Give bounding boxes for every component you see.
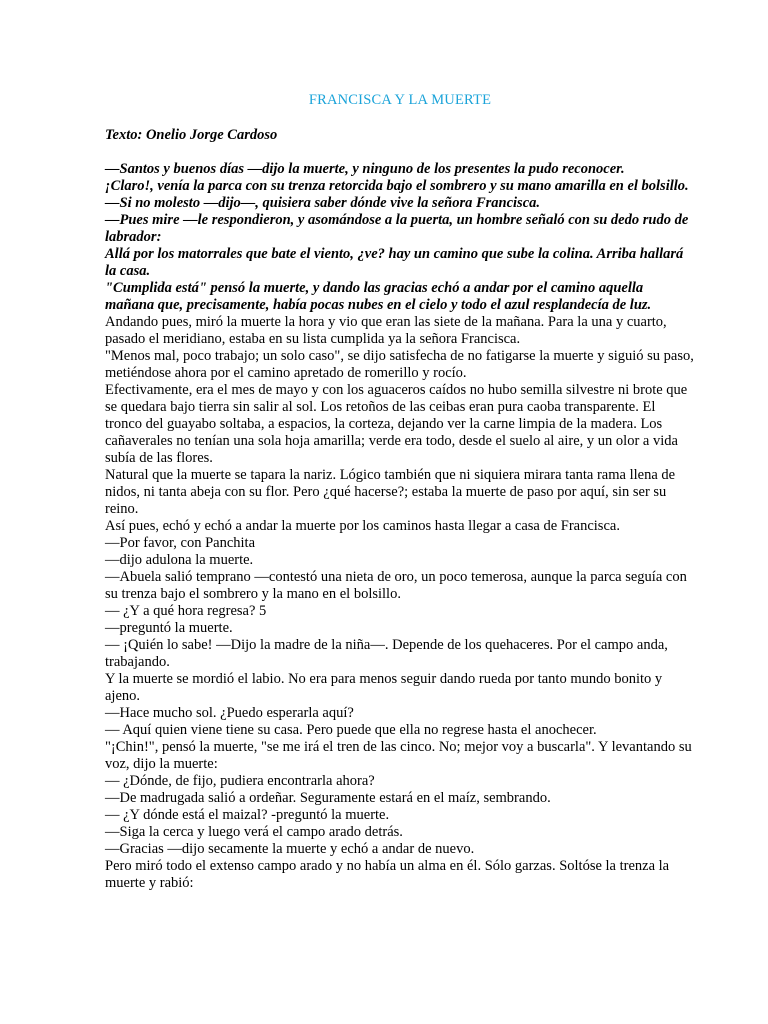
paragraph: "¡Chin!", pensó la muerte, "se me irá el tren de las cinco. No; mejor voy a buscarla". Y levantando su voz, dijo la muerte:: [105, 739, 692, 772]
paragraph: Andando pues, miró la muerte la hora y vio que eran las siete de la mañana. Para la una y cuarto, pasado el meridiano, estaba en su lista cumplida ya la señora Francisca.: [105, 314, 667, 347]
paragraph: — ¿Dónde, de fijo, pudiera encontrarla ahora?: [105, 773, 375, 789]
paragraph: Así pues, echó y echó a andar la muerte por los caminos hasta llegar a casa de Francisca.: [105, 518, 620, 534]
paragraph: —De madrugada salió a ordeñar. Seguramente estará en el maíz, sembrando.: [105, 790, 551, 806]
paragraph: "Menos mal, poco trabajo; un solo caso", se dijo satisfecha de no fatigarse la muerte y siguió su paso, metiéndose ahora por el camino apretado de romerillo y rocío.: [105, 348, 694, 381]
bold-paragraph: "Cumplida está" pensó la muerte, y dando las gracias echó a andar por el camino aquella mañana que, precisamente, había pocas nubes en el cielo y todo el azul resplandecía de luz.: [105, 280, 652, 313]
paragraph: Y la muerte se mordió el labio. No era para menos seguir dando rueda por tanto mundo bonito y ajeno.: [105, 671, 663, 704]
bold-paragraph: —Santos y buenos días —dijo la muerte, y ninguno de los presentes la pudo reconocer.: [105, 161, 625, 177]
bold-paragraph: ¡Claro!, venía la parca con su trenza retorcida bajo el sombrero y su mano amarilla en el bolsillo.: [105, 178, 689, 194]
story-body: [105, 161, 695, 892]
paragraph: — ¿Y dónde está el maizal? -preguntó la muerte.: [105, 807, 390, 823]
paragraph: —Por favor, con Panchita: [105, 535, 256, 551]
paragraph: —Abuela salió temprano —contestó una nieta de oro, un poco temerosa, aunque la parca seguía con su trenza bajo el sombrero y la mano en el bolsillo.: [105, 569, 687, 602]
paragraph: — Aquí quien viene tiene su casa. Pero puede que ella no regrese hasta el anochecer.: [105, 722, 597, 738]
bold-paragraph: Allá por los matorrales que bate el viento, ¿ve? hay un camino que sube la colina. Arriba hallará la casa.: [105, 246, 684, 279]
paragraph: —Gracias —dijo secamente la muerte y echó a andar de nuevo.: [105, 841, 475, 857]
paragraph: —preguntó la muerte.: [105, 620, 233, 636]
paragraph: Natural que la muerte se tapara la nariz. Lógico también que ni siquiera mirara tanta rama llena de nidos, ni tanta abeja con su flor. Pero ¿qué hacerse?; estaba la muerte de paso por aquí, sin ser su reino.: [105, 467, 676, 517]
paragraph: — ¡Quién lo sabe! —Dijo la madre de la niña—. Depende de los quehaceres. Por el campo anda, trabajando.: [105, 637, 668, 670]
paragraph: —Siga la cerca y luego verá el campo arado detrás.: [105, 824, 403, 840]
paragraph: —Hace mucho sol. ¿Puedo esperarla aquí?: [105, 705, 354, 721]
paragraph: — ¿Y a qué hora regresa? 5: [105, 603, 267, 619]
author-line: Texto: Onelio Jorge Cardoso: [105, 127, 278, 143]
paragraph: —dijo adulona la muerte.: [105, 552, 254, 568]
document-page: [105, 91, 695, 892]
document-title: FRANCISCA Y LA MUERTE: [308, 92, 492, 108]
bold-paragraph: —Si no molesto —dijo—, quisiera saber dónde vive la señora Francisca.: [105, 195, 541, 211]
paragraph: Pero miró todo el extenso campo arado y no había un alma en él. Sólo garzas. Soltóse la trenza la muerte y rabió:: [105, 858, 670, 891]
paragraph: Efectivamente, era el mes de mayo y con los aguaceros caídos no hubo semilla silvestre ni brote que se quedara bajo tierra sin salir al sol. Los retoños de las ceibas eran pura caoba transparente. El tronco del guayabo soltaba, a espacios, la corteza, dejando ver la carne limpia de la madera. Los cañaverales no tenían una sola hoja amarilla; verde era todo, desde el suelo al aire, y un olor a vida subía de las flores.: [105, 382, 688, 466]
bold-paragraph: —Pues mire —le respondieron, y asomándose a la puerta, un hombre señaló con su dedo rudo de labrador:: [105, 212, 689, 245]
